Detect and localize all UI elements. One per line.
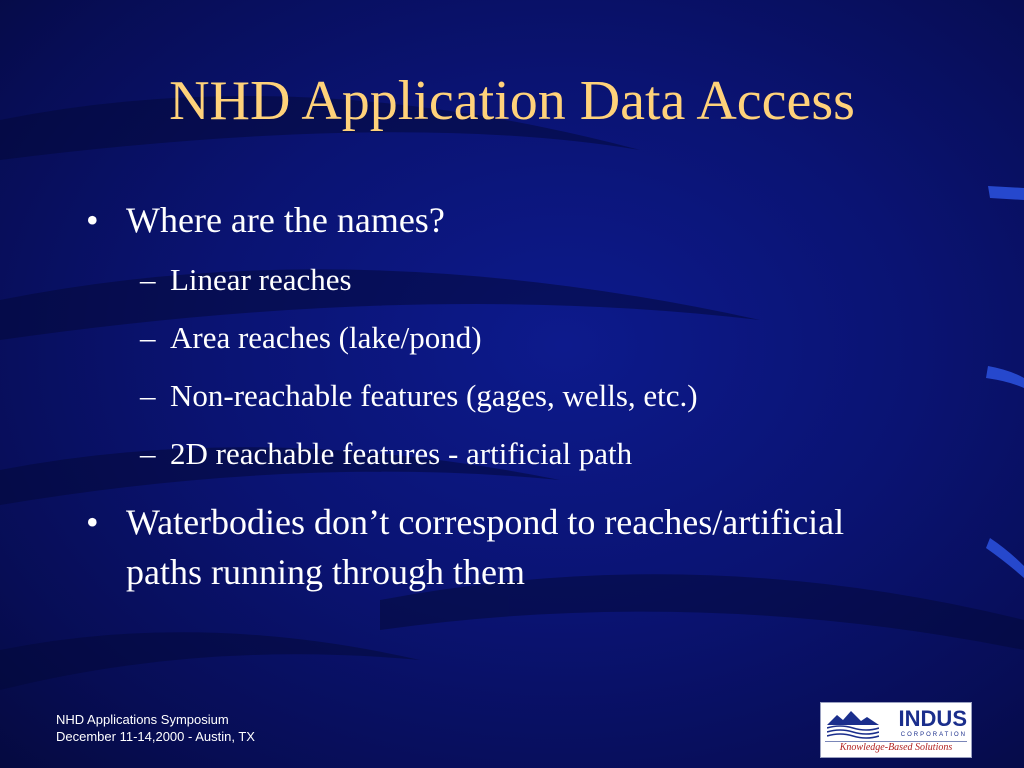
subitem-text: 2D reachable features - artificial path — [170, 436, 633, 471]
subitem-text: Linear reaches — [170, 262, 352, 297]
slide-title: NHD Application Data Access — [169, 70, 855, 132]
company-logo — [820, 702, 972, 758]
subitem — [86, 251, 886, 309]
subitem-text: Area reaches (lake/pond) — [170, 320, 482, 355]
bullet-text: Waterbodies don’t correspond to reaches/artificial paths running through them — [126, 502, 845, 592]
subitem — [86, 309, 886, 367]
bullet-symbol: • — [86, 200, 99, 240]
subitem — [86, 425, 886, 483]
footer-date-location: December 11-14,2000 - Austin, TX — [56, 729, 255, 744]
subitem — [86, 367, 886, 425]
subitem-symbol: – — [140, 320, 156, 355]
subitem-symbol: – — [140, 262, 156, 297]
slide-body — [86, 195, 886, 597]
bullet-item — [86, 195, 886, 245]
subitem-text: Non-reachable features (gages, wells, etc.) — [170, 378, 698, 413]
mountain-wave-icon — [827, 709, 879, 739]
logo-subname: CORPORATION — [900, 732, 967, 738]
subitem-symbol: – — [140, 378, 156, 413]
subitem-symbol: – — [140, 436, 156, 471]
logo-tagline: Knowledge-Based Solutions — [825, 741, 967, 754]
bullet-symbol: • — [86, 502, 99, 542]
footer-event: NHD Applications Symposium — [56, 712, 229, 727]
footer — [56, 711, 255, 745]
logo-name: INDUS — [898, 706, 967, 731]
bullet-item — [86, 497, 886, 597]
bullet-text: Where are the names? — [126, 200, 445, 240]
